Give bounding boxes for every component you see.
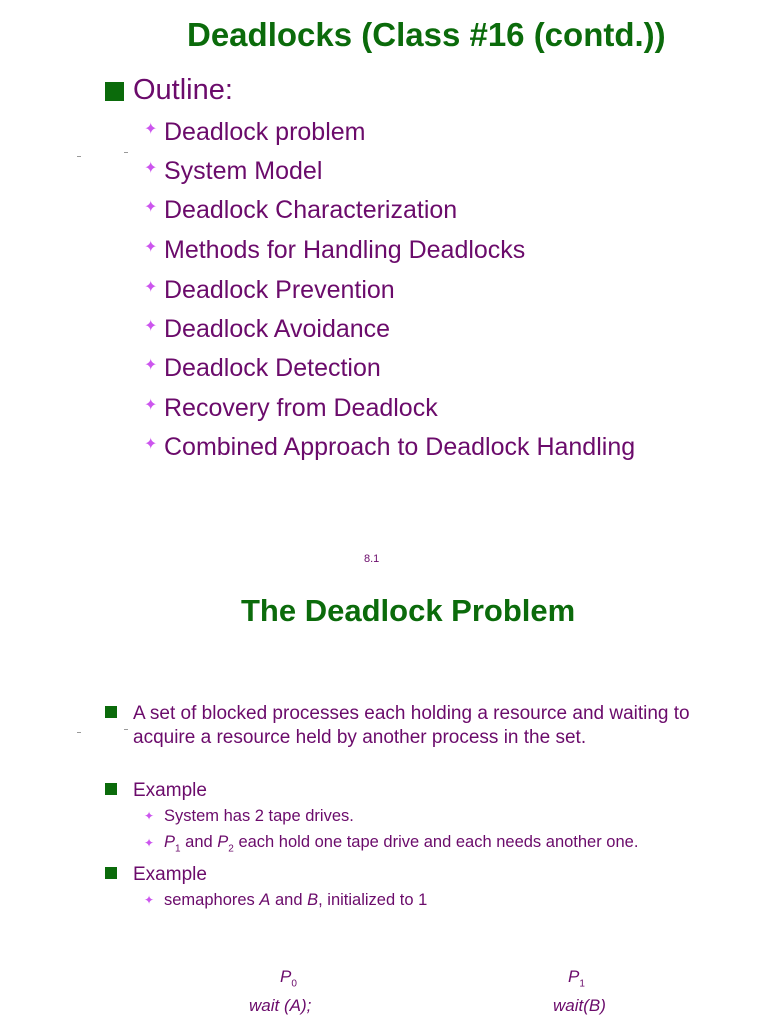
example-detail: System has 2 tape drives. bbox=[164, 807, 354, 825]
star-bullet-icon: ✦ bbox=[144, 160, 158, 177]
square-bullet-icon bbox=[105, 706, 117, 718]
outline-item: Recovery from Deadlock bbox=[164, 394, 438, 422]
detail-text: semaphores bbox=[164, 891, 260, 909]
outline-item: Deadlock Avoidance bbox=[164, 315, 391, 343]
square-bullet-icon bbox=[105, 867, 117, 879]
conjunction: and bbox=[270, 891, 308, 909]
example-label: Example bbox=[133, 780, 207, 801]
code-line-p1: wait(B) bbox=[553, 996, 606, 1015]
process-name: P bbox=[280, 967, 292, 986]
slide-mark bbox=[77, 156, 81, 157]
outline-item: Deadlock problem bbox=[164, 118, 366, 146]
subscript: 1 bbox=[175, 843, 181, 855]
star-bullet-icon: ✦ bbox=[144, 809, 155, 823]
process-name: P bbox=[568, 967, 580, 986]
example-label: Example bbox=[133, 864, 207, 885]
outline-label: Outline: bbox=[133, 74, 233, 106]
outline-item: Deadlock Prevention bbox=[164, 276, 395, 304]
subscript: 1 bbox=[579, 978, 585, 990]
example-detail bbox=[164, 891, 427, 910]
definition-text: A set of blocked processes each holding a resource and waiting to acquire a resource held by another process in the set. bbox=[133, 703, 690, 748]
detail-text: each hold one tape drive and each needs another one. bbox=[233, 833, 639, 851]
slide-mark bbox=[77, 732, 81, 733]
semaphore-b: B bbox=[307, 891, 319, 909]
process-p1: P bbox=[164, 833, 176, 851]
slide-mark bbox=[124, 729, 128, 730]
page-number: 8.1 bbox=[364, 553, 380, 565]
star-bullet-icon: ✦ bbox=[144, 121, 158, 138]
star-bullet-icon: ✦ bbox=[144, 836, 155, 850]
star-bullet-icon: ✦ bbox=[144, 239, 158, 256]
process-p1-header bbox=[568, 967, 585, 989]
code-line-p0: wait (A); bbox=[249, 996, 312, 1015]
square-bullet-icon bbox=[105, 82, 124, 101]
star-bullet-icon: ✦ bbox=[144, 397, 158, 414]
detail-text: , initialized to 1 bbox=[318, 891, 428, 909]
star-bullet-icon: ✦ bbox=[144, 893, 155, 907]
outline-item: Deadlock Characterization bbox=[164, 196, 458, 224]
outline-item: Methods for Handling Deadlocks bbox=[164, 236, 526, 264]
conjunction: and bbox=[180, 833, 218, 851]
slide2-title: The Deadlock Problem bbox=[241, 593, 576, 628]
outline-item: Deadlock Detection bbox=[164, 354, 381, 382]
star-bullet-icon: ✦ bbox=[144, 436, 158, 453]
star-bullet-icon: ✦ bbox=[144, 318, 158, 335]
outline-item: System Model bbox=[164, 157, 323, 185]
star-bullet-icon: ✦ bbox=[144, 357, 158, 374]
process-p2: P bbox=[217, 833, 229, 851]
slide-mark bbox=[124, 152, 128, 153]
star-bullet-icon: ✦ bbox=[144, 279, 158, 296]
square-bullet-icon bbox=[105, 783, 117, 795]
subscript: 0 bbox=[291, 978, 297, 990]
semaphore-a: A bbox=[259, 891, 271, 909]
subscript: 2 bbox=[228, 843, 234, 855]
example-detail bbox=[164, 833, 638, 854]
process-p0-header bbox=[280, 967, 297, 989]
slide1-title: Deadlocks (Class #16 (contd.)) bbox=[187, 16, 666, 53]
outline-item: Combined Approach to Deadlock Handling bbox=[164, 433, 636, 461]
star-bullet-icon: ✦ bbox=[144, 199, 158, 216]
